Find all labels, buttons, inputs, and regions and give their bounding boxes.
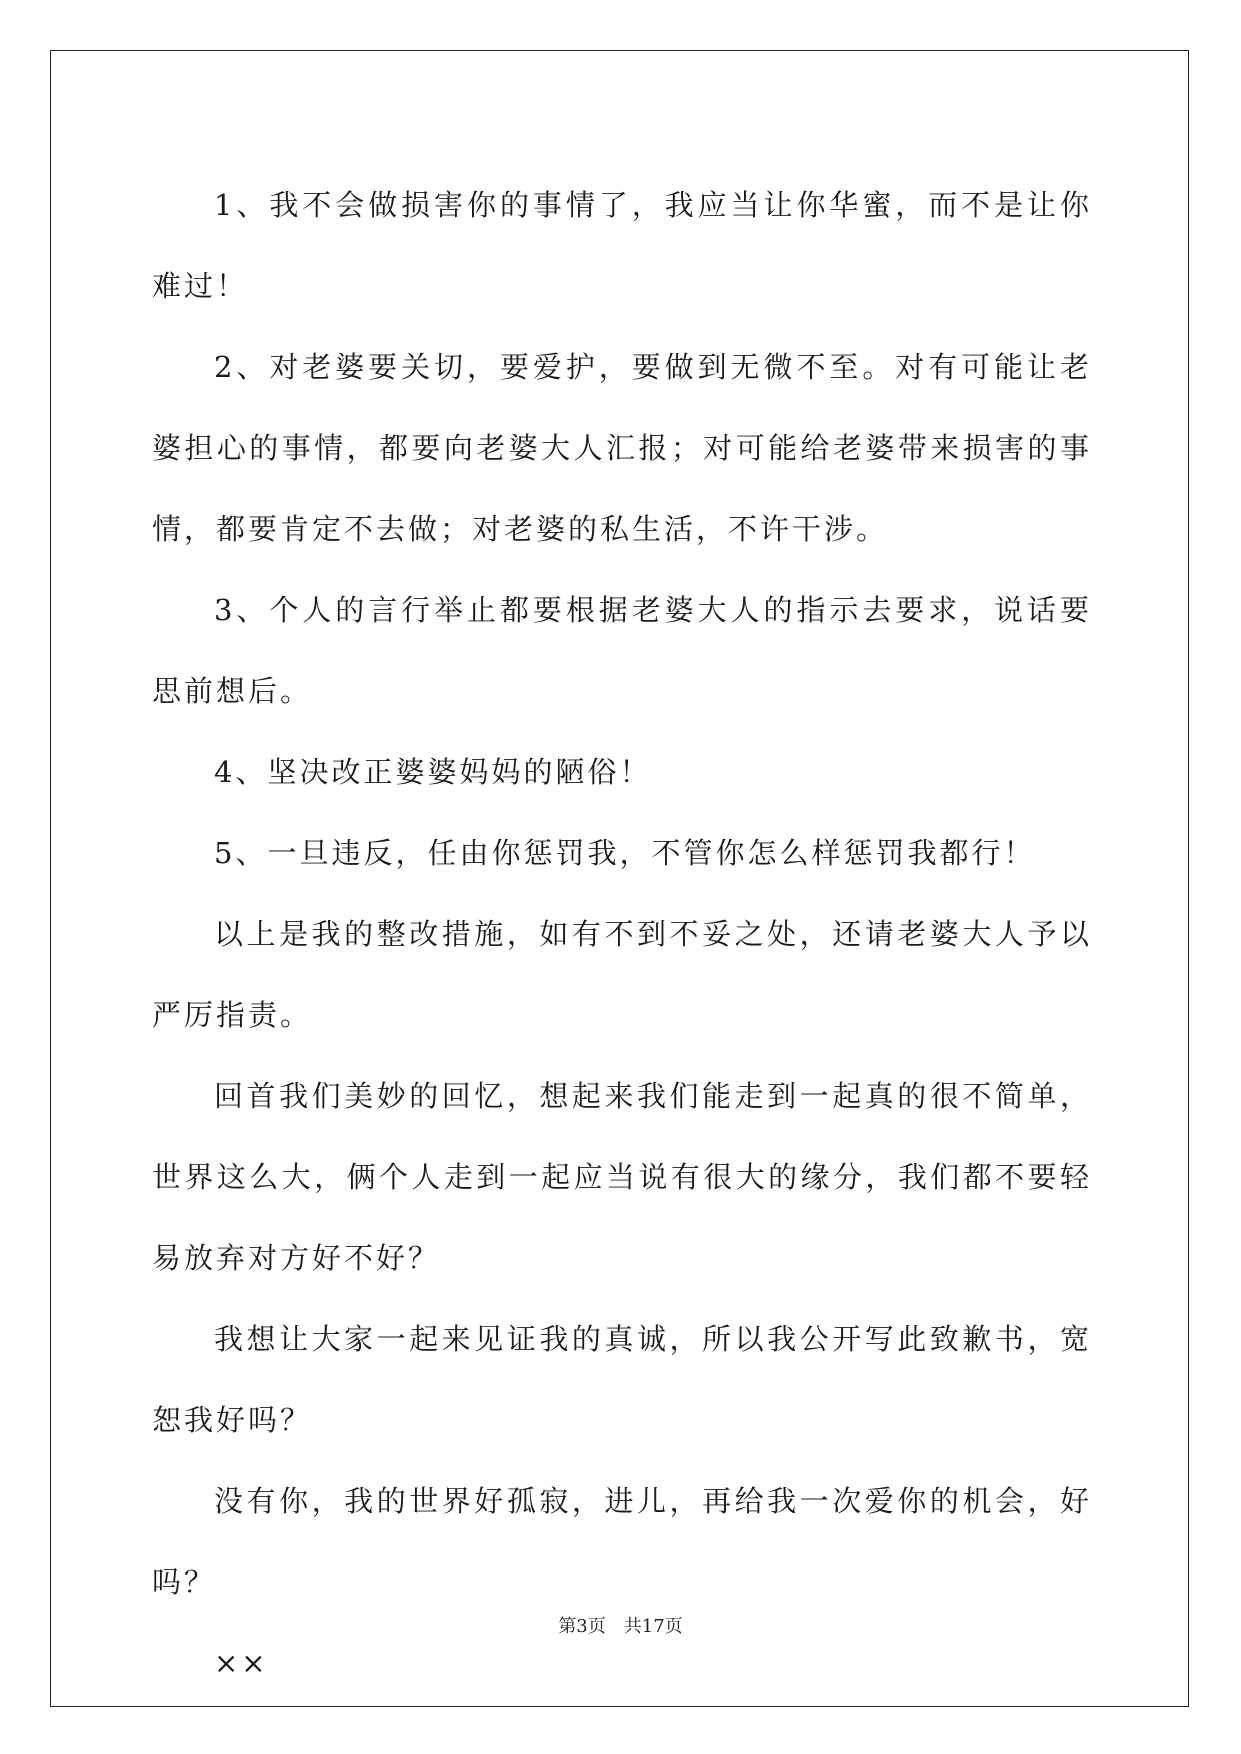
paragraph-item-4: 4、坚决改正婆婆妈妈的陋俗！ (214, 755, 652, 789)
paragraph-closing: 没有你，我的世界好孤寂，进儿，再给我一次爱你的机会，好吗？ (152, 1484, 1092, 1599)
paragraph-item-2: 2、对老婆要关切，要爱护，要做到无微不至。对有可能让老婆担心的事情，都要向老婆大人汇报；对可能给老婆带来损害的事情，都要肯定不去做；对老婆的私生活，不许干涉。 (152, 350, 1092, 546)
page-number-footer: 第3页 共17页 (558, 1616, 683, 1637)
document-body (152, 165, 1092, 1704)
paragraph-item-5: 5、一旦违反，任由你惩罚我，不管你怎么样惩罚我都行！ (214, 836, 1036, 870)
paragraph-measures-summary: 以上是我的整改措施，如有不到不妥之处，还请老婆大人予以严厉指责。 (152, 917, 1092, 1032)
signature: ×× (214, 1646, 269, 1680)
paragraph-item-3: 3、个人的言行举止都要根据老婆大人的指示去要求，说话要思前想后。 (152, 593, 1092, 708)
paragraph-item-1: 1、我不会做损害你的事情了，我应当让你华蜜，而不是让你难过！ (152, 188, 1092, 303)
paragraph-memories: 回首我们美妙的回忆，想起来我们能走到一起真的很不简单，世界这么大，俩个人走到一起应当说有很大的缘分，我们都不要轻易放弃对方好不好？ (152, 1079, 1092, 1275)
paragraph-sincerity: 我想让大家一起来见证我的真诚，所以我公开写此致歉书，宽恕我好吗？ (152, 1322, 1092, 1437)
